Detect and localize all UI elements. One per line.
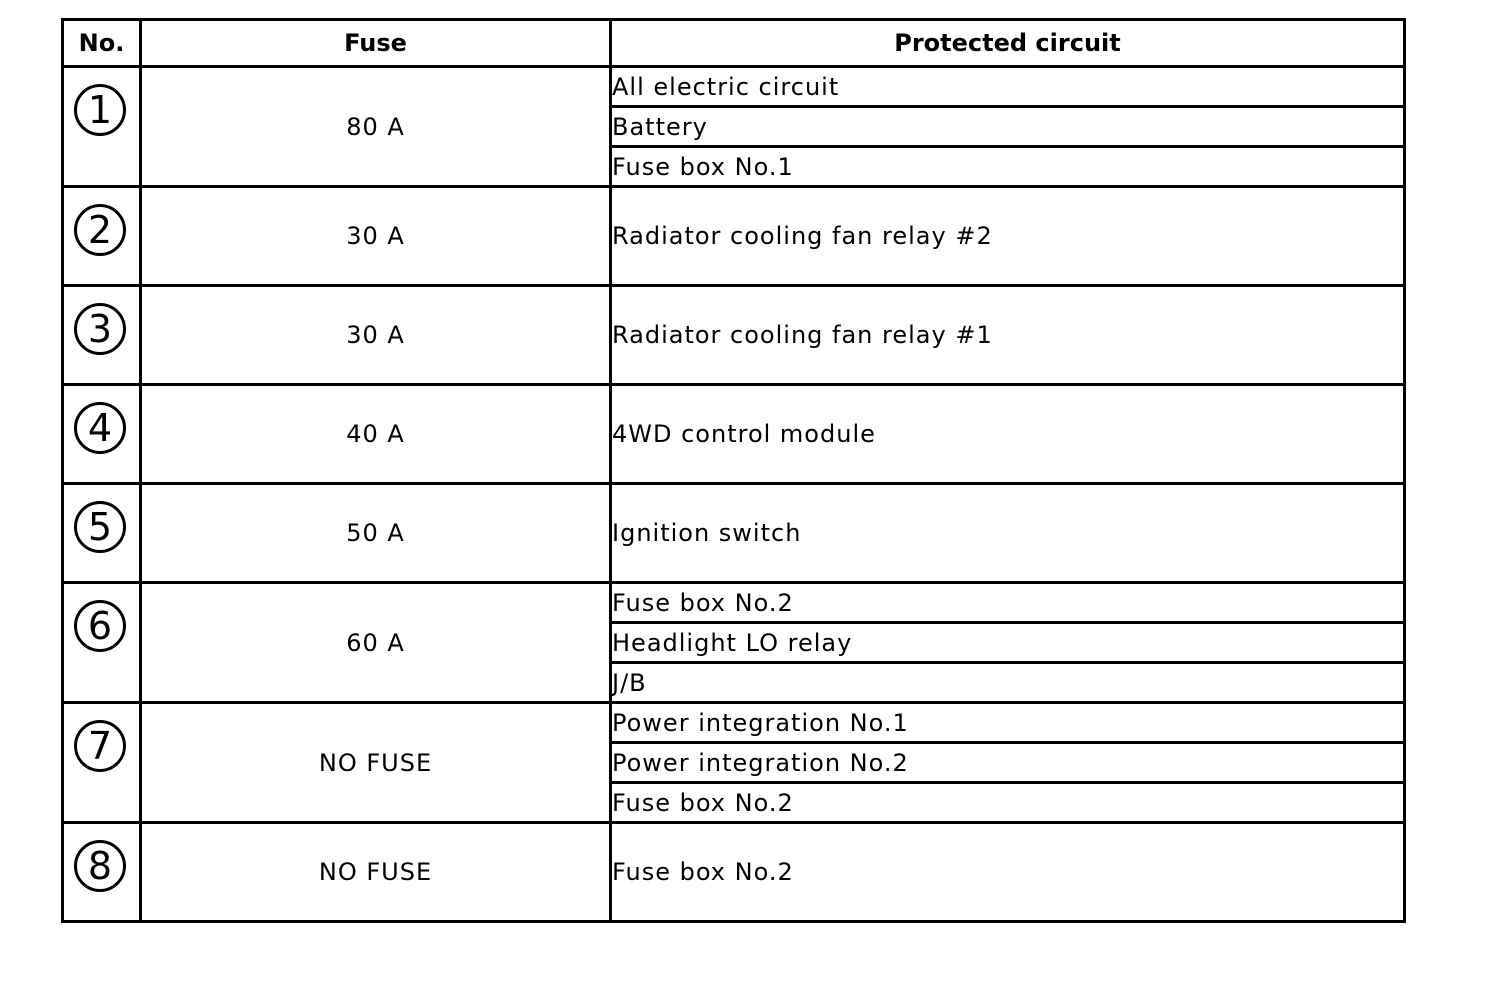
fuse-rating: 30 A (141, 187, 611, 286)
table-row (63, 583, 1405, 623)
number-cell (63, 823, 141, 922)
protected-circuit: Battery (611, 107, 1405, 147)
protected-circuit: J/B (611, 663, 1405, 703)
fuse-rating: 80 A (141, 67, 611, 187)
protected-circuit: Radiator cooling fan relay #1 (611, 286, 1405, 385)
protected-circuit: Power integration No.2 (611, 743, 1405, 783)
circled-number: 6 (74, 600, 126, 652)
protected-circuit: Fuse box No.1 (611, 147, 1405, 187)
number-cell (63, 583, 141, 703)
fuse-rating: 40 A (141, 385, 611, 484)
protected-circuit: Radiator cooling fan relay #2 (611, 187, 1405, 286)
fuse-rating: 50 A (141, 484, 611, 583)
fuse-rating: NO FUSE (141, 703, 611, 823)
circled-number: 5 (74, 501, 126, 553)
fuse-rating: NO FUSE (141, 823, 611, 922)
circled-number: 4 (74, 402, 126, 454)
header-fuse: Fuse (141, 20, 611, 67)
protected-circuit: All electric circuit (611, 67, 1405, 107)
table-row (63, 67, 1405, 107)
number-cell (63, 703, 141, 823)
header-row (63, 20, 1405, 67)
number-cell (63, 67, 141, 187)
protected-circuit: Power integration No.1 (611, 703, 1405, 743)
table-row (63, 286, 1405, 385)
circled-number: 8 (74, 840, 126, 892)
fuse-rating: 60 A (141, 583, 611, 703)
number-cell (63, 187, 141, 286)
table-row (63, 484, 1405, 583)
fuse-table (61, 18, 1406, 923)
circled-number: 1 (74, 84, 126, 136)
header-protected-circuit: Protected circuit (611, 20, 1405, 67)
fuse-rating: 30 A (141, 286, 611, 385)
protected-circuit: Fuse box No.2 (611, 783, 1405, 823)
protected-circuit: 4WD control module (611, 385, 1405, 484)
table-row (63, 385, 1405, 484)
circled-number: 2 (74, 204, 126, 256)
table-row (63, 187, 1405, 286)
table-row (63, 823, 1405, 922)
circled-number: 7 (74, 720, 126, 772)
table-row (63, 703, 1405, 743)
header-no: No. (63, 20, 141, 67)
protected-circuit: Fuse box No.2 (611, 823, 1405, 922)
circled-number: 3 (74, 303, 126, 355)
protected-circuit: Fuse box No.2 (611, 583, 1405, 623)
number-cell (63, 484, 141, 583)
number-cell (63, 286, 141, 385)
number-cell (63, 385, 141, 484)
protected-circuit: Ignition switch (611, 484, 1405, 583)
protected-circuit: Headlight LO relay (611, 623, 1405, 663)
